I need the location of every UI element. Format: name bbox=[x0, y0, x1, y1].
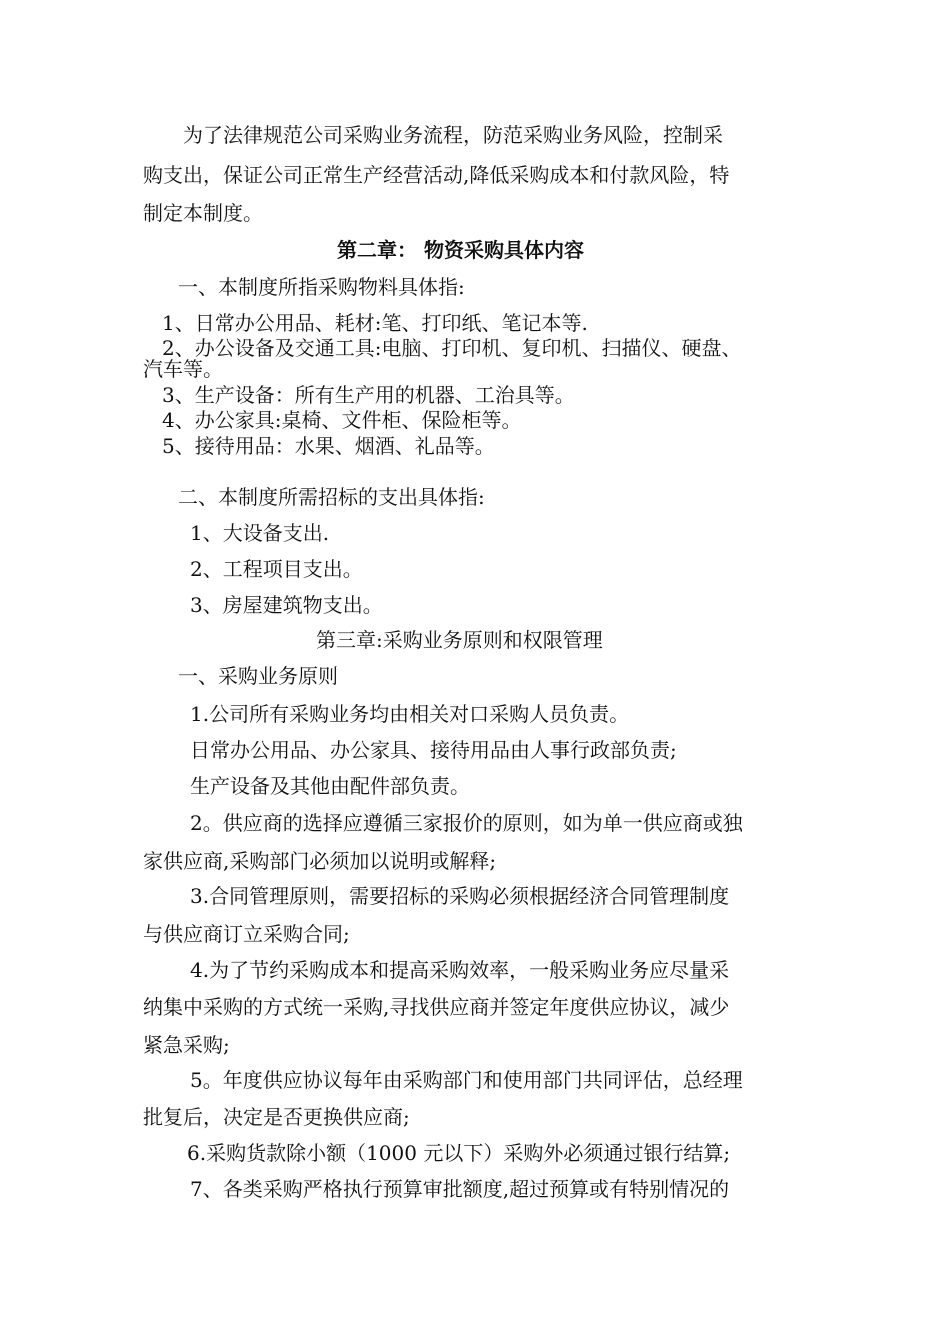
chapter-2-item-2-cont: 汽车等。 bbox=[143, 357, 223, 381]
chapter-2-item-3: 3、生产设备：所有生产用的机器、工治具等。 bbox=[162, 383, 575, 407]
chapter-2-item-1: 1、日常办公用品、耗材:笔、打印纸、笔记本等. bbox=[162, 311, 588, 335]
intro-line-1: 为了法律规范公司采购业务流程，防范采购业务风险，控制采 bbox=[183, 123, 723, 147]
chapter-3-line-8: 4.为了节约采购成本和提高采购效率，一般采购业务应尽量采 bbox=[190, 958, 730, 982]
chapter-2-item-5: 5、接待用品：水果、烟酒、礼品等。 bbox=[162, 434, 495, 458]
chapter-3-line-12: 批复后，决定是否更换供应商; bbox=[143, 1105, 410, 1129]
chapter-2-section-2-item-2: 2、工程项目支出。 bbox=[190, 557, 363, 581]
chapter-2-section-2-item-3: 3、房屋建筑物支出。 bbox=[190, 593, 383, 617]
intro-line-3: 制定本制度。 bbox=[143, 201, 263, 225]
chapter-3-line-9: 纳集中采购的方式统一采购,寻找供应商并签定年度供应协议，减少 bbox=[143, 995, 730, 1019]
chapter-3-line-4: 2。供应商的选择应遵循三家报价的原则，如为单一供应商或独 bbox=[190, 811, 743, 835]
chapter-2-section-2-heading: 二、本制度所需招标的支出具体指: bbox=[178, 485, 485, 509]
chapter-3-line-13: 6.采购货款除小额（1000 元以下）采购外必须通过银行结算; bbox=[187, 1141, 731, 1165]
chapter-3-line-11: 5。年度供应协议每年由采购部门和使用部门共同评估，总经理 bbox=[190, 1068, 743, 1092]
chapter-3-line-6: 3.合同管理原则，需要招标的采购必须根据经济合同管理制度 bbox=[190, 884, 730, 908]
intro-line-2: 购支出，保证公司正常生产经营活动,降低采购成本和付款风险，特 bbox=[143, 163, 730, 187]
chapter-3-section-1-heading: 一、采购业务原则 bbox=[178, 664, 338, 688]
chapter-2-title: 第二章： 物资采购具体内容 bbox=[337, 238, 584, 262]
chapter-3-line-5: 家供应商,采购部门必须加以说明或解释; bbox=[143, 849, 497, 873]
chapter-3-line-2: 日常办公用品、办公家具、接待用品由人事行政部负责; bbox=[190, 738, 677, 762]
chapter-2-section-1-heading: 一、本制度所指采购物料具体指: bbox=[178, 275, 465, 299]
chapter-3-line-10: 紧急采购; bbox=[143, 1033, 230, 1057]
chapter-3-line-1: 1.公司所有采购业务均由相关对口采购人员负责。 bbox=[190, 702, 630, 726]
chapter-2-item-4: 4、办公家具:桌椅、文件柜、保险柜等。 bbox=[162, 408, 522, 432]
chapter-3-line-14: 7、各类采购严格执行预算审批额度,超过预算或有特别情况的 bbox=[190, 1177, 730, 1201]
chapter-3-title: 第三章:采购业务原则和权限管理 bbox=[316, 628, 603, 652]
chapter-2-section-2-item-1: 1、大设备支出. bbox=[190, 521, 330, 545]
chapter-2-item-2: 2、办公设备及交通工具:电脑、打印机、复印机、扫描仪、硬盘、 bbox=[162, 336, 742, 360]
chapter-3-line-3: 生产设备及其他由配件部负责。 bbox=[190, 774, 470, 798]
chapter-3-line-7: 与供应商订立采购合同; bbox=[143, 922, 350, 946]
